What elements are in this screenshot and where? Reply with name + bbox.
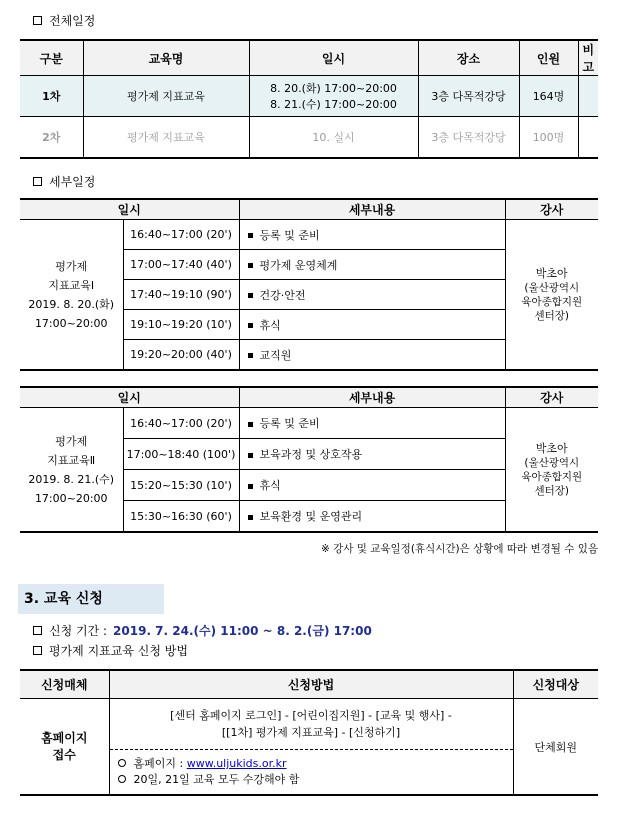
session-content: 등록 및 준비 [239,220,505,250]
apply-path: [센터 홈페이지 로그인] - [어린이집지원] - [교육 및 행사] - [[1차] 평가제 지표교육] - [신청하기] [109,699,513,750]
section-title-detail: 세부일정 [33,173,95,190]
header-lecturer: 강사 [505,199,598,220]
session-content: 평가제 운영체계 [239,250,505,280]
header-target: 신청대상 [513,670,598,699]
session-time: 17:00~18:40 (100') [123,439,239,470]
homepage-link[interactable]: www.uljukids.or.kr [186,757,287,770]
header-datetime: 일시 [20,387,239,408]
session-time: 19:10~19:20 (10') [123,310,239,340]
session-time: 16:40~17:00 (20') [123,408,239,439]
row-no: 2차 [20,117,83,159]
checkbox-square-icon [33,16,42,25]
lecturer-info: 박초아 (울산광역시 육아종합지원 센터장) [521,441,583,497]
apply-method-title: 평가제 지표교육 신청 방법 [33,642,188,659]
lecturer-info: 박초아 (울산광역시 육아종합지원 센터장) [521,266,583,322]
row-course: 평가제 지표교육 [83,117,249,159]
homepage-line: 홈페이지 : www.uljukids.or.kr [118,756,513,772]
row-no: 1차 [20,76,83,117]
apply-table [20,669,598,796]
session-content: 등록 및 준비 [239,408,505,439]
bullet-icon [248,484,253,489]
header-method: 신청방법 [109,670,513,699]
checkbox-square-icon [33,626,42,635]
table-row [20,220,598,250]
checkbox-square-icon [33,646,42,655]
bullet-icon [248,422,253,427]
session-time: 15:20~15:30 (10') [123,470,239,501]
bullet-icon [248,263,253,268]
detail-table-1 [20,198,598,371]
bullet-icon [248,323,253,328]
session-content: 보육과정 및 상호작용 [239,439,505,470]
table-row [20,117,598,159]
session-time: 17:00~17:40 (40') [123,250,239,280]
header-course-name: 교육명 [83,40,249,76]
program-info: 평가제 지표교육Ⅱ 2019. 8. 21.(수) 17:00~20:00 [20,408,123,533]
session-content: 보육환경 및 운영관리 [239,501,505,533]
bullet-icon [248,233,253,238]
header-datetime: 일시 [249,40,418,76]
header-content: 세부내용 [239,387,505,408]
apply-period-value: 2019. 7. 24.(수) 11:00 ~ 8. 2.(금) 17:00 [113,624,372,638]
apply-medium: 홈페이지 접수 [20,699,109,796]
footnote: ※ 강사 및 교육일정(휴식시간)은 상황에 따라 변경될 수 있음 [321,543,598,555]
session-time: 17:40~19:10 (90') [123,280,239,310]
circle-bullet-icon [118,775,126,783]
program-info: 평가제 지표교육Ⅰ 2019. 8. 20.(화) 17:00~20:00 [20,220,123,371]
header-datetime: 일시 [20,199,239,220]
bullet-icon [248,515,253,520]
session-time: 16:40~17:00 (20') [123,220,239,250]
row-place: 3층 다목적강당 [418,117,519,159]
row-place: 3층 다목적강당 [418,76,519,117]
row-note [578,76,598,117]
header-medium: 신청매체 [20,670,109,699]
session-content: 교직원 [239,340,505,371]
apply-period: 신청 기간 : 2019. 7. 24.(수) 11:00 ~ 8. 2.(금) 17:00 [33,622,372,639]
header-note: 비고 [578,40,598,76]
circle-bullet-icon [118,759,126,767]
bullet-icon [248,293,253,298]
row-count: 100명 [519,117,578,159]
bullet-icon [248,453,253,458]
checkbox-square-icon [33,177,42,186]
row-datetime: 10. 실시 [249,117,418,159]
session-content: 휴식 [239,470,505,501]
detail-table-2 [20,386,598,533]
session-content: 휴식 [239,310,505,340]
header-lecturer: 강사 [505,387,598,408]
table-row [20,408,598,439]
session-content: 건강·안전 [239,280,505,310]
row-note [578,117,598,159]
section-heading-apply: 3. 교육 신청 [18,584,164,614]
header-count: 인원 [519,40,578,76]
row-count: 164명 [519,76,578,117]
overview-table [20,39,598,159]
header-content: 세부내용 [239,199,505,220]
note-line: 20일, 21일 교육 모두 수강해야 함 [118,772,513,788]
header-category: 구분 [20,40,83,76]
apply-target: 단체회원 [534,740,577,754]
session-time: 15:30~16:30 (60') [123,501,239,533]
row-course: 평가제 지표교육 [83,76,249,117]
table-row [20,76,598,117]
header-place: 장소 [418,40,519,76]
bullet-icon [248,353,253,358]
table-row [20,699,598,750]
row-datetime: 8. 20.(화) 17:00~20:00 8. 21.(수) 17:00~20:00 [249,76,418,117]
apply-notes [109,750,513,796]
session-time: 19:20~20:00 (40') [123,340,239,371]
section-title-overall: 전체일정 [33,12,95,29]
